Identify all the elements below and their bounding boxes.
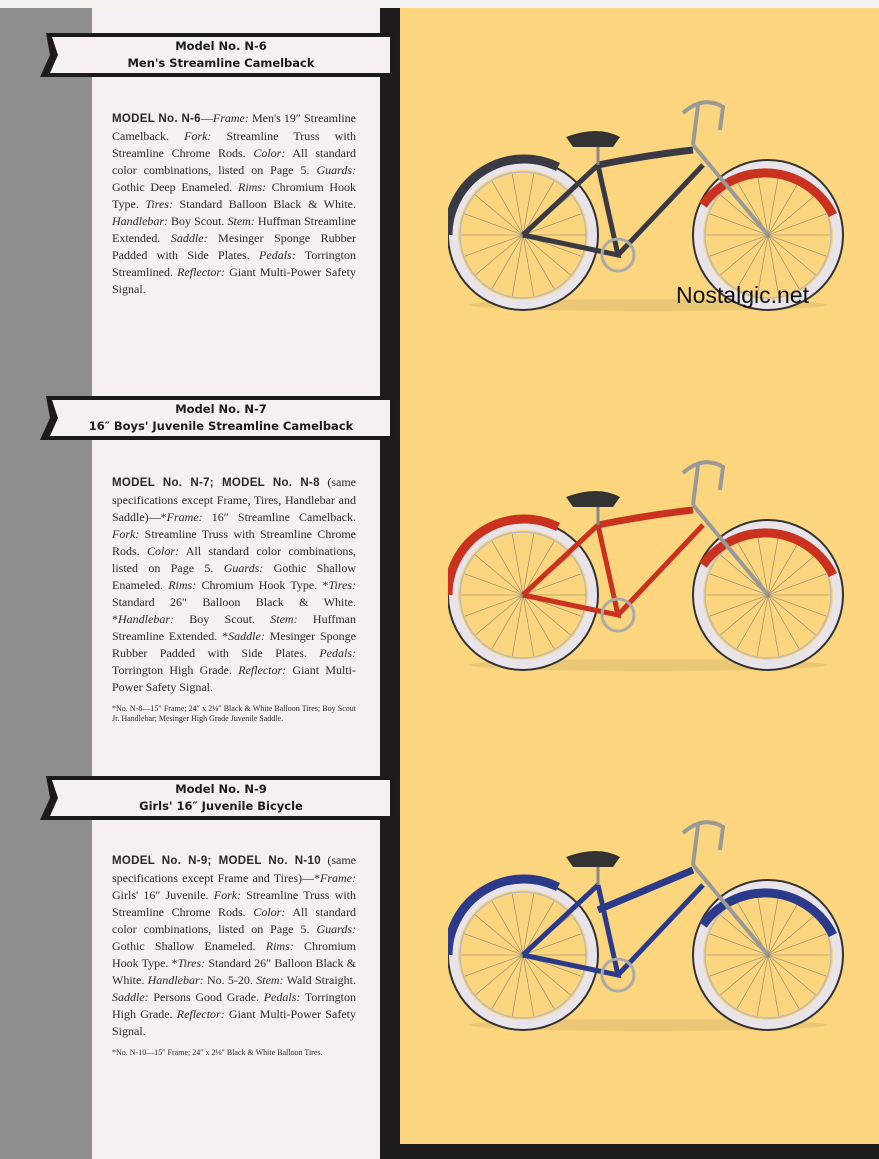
- spec-label: Handlebar:: [112, 214, 168, 228]
- section-banner: [36, 30, 396, 80]
- spec-paragraph: [112, 852, 356, 1040]
- spec-paragraph: [112, 110, 356, 298]
- spec-text: Giant Multi-Power Safety Signal.: [112, 1007, 356, 1038]
- spec-text: Huffman Streamline Extended.: [112, 214, 356, 245]
- spec-label: Frame:: [320, 871, 356, 885]
- model-number: Model No. N-7: [175, 402, 267, 416]
- section-banner: [36, 773, 396, 823]
- spec-text: All standard color combinations, listed on Page 5.: [112, 544, 356, 575]
- spec-text: Girls' 16″ Juvenile.: [112, 888, 214, 902]
- spec-label: Handlebar:: [118, 612, 174, 626]
- spec-label: Tires:: [328, 578, 356, 592]
- spec-label: Color:: [147, 544, 180, 558]
- spec-block: [112, 474, 356, 724]
- spec-label: Handlebar:: [147, 973, 204, 987]
- spec-text: Standard 26″ Balloon Black & White. *: [112, 595, 356, 626]
- spec-text: Streamline Truss with Streamline Chrome Rods.: [112, 527, 356, 558]
- spec-label: Fork:: [184, 129, 212, 143]
- saddle: [566, 491, 620, 507]
- spec-text: Torrington High Grade.: [112, 663, 239, 677]
- spec-text: 16″ Streamline Camelback.: [202, 510, 356, 524]
- spec-text: Boy Scout.: [174, 612, 271, 626]
- spec-label: Color:: [253, 905, 286, 919]
- model-name: Girls' 16″ Juvenile Bicycle: [139, 799, 303, 813]
- spec-text: Mesinger Sponge Rubber Padded with Side Plates.: [112, 231, 356, 262]
- spec-text: (same specifications except Frame and Tires)—*: [112, 853, 356, 885]
- spec-text: Boy Scout.: [168, 214, 228, 228]
- spec-paragraph: [112, 474, 356, 696]
- spec-label: Stem:: [270, 612, 298, 626]
- spec-text: All standard color combinations, listed on Page 5.: [112, 905, 356, 936]
- spec-text: Persons Good Grade.: [148, 990, 264, 1004]
- model-name: Men's Streamline Camelback: [127, 56, 315, 70]
- spec-label: Stem:: [256, 973, 284, 987]
- handlebar: [683, 822, 723, 865]
- spec-label: Reflector:: [176, 1007, 225, 1021]
- spec-label: Fork:: [213, 888, 242, 902]
- spec-label: Rims:: [237, 180, 266, 194]
- spec-label: Saddle:: [112, 990, 149, 1004]
- saddle: [566, 131, 620, 147]
- top-tube: [598, 510, 693, 525]
- spec-text: Gothic Deep Enameled.: [112, 180, 238, 194]
- model-heading: MODEL No. N-7; MODEL No. N-8: [112, 477, 320, 489]
- model-number: Model No. N-6: [175, 39, 267, 53]
- spec-label: Fork:: [112, 527, 140, 541]
- handlebar: [683, 462, 723, 505]
- spec-label: Stem:: [227, 214, 255, 228]
- spec-label: Tires:: [177, 956, 206, 970]
- spec-text: Giant Multi-Power Safety Signal.: [112, 663, 357, 694]
- saddle: [566, 851, 620, 867]
- spec-label: Frame:: [166, 510, 203, 524]
- model-number: Model No. N-9: [175, 782, 267, 796]
- spec-label: Pedals:: [319, 646, 356, 660]
- spec-text: Mesinger Sponge Rubber Padded with Side Plates.: [112, 629, 356, 660]
- spec-text: Streamline Truss with Streamline Chrome Rods.: [112, 888, 356, 919]
- spec-text: Gothic Shallow Enameled.: [112, 561, 356, 592]
- spec-label: Reflector:: [177, 265, 226, 279]
- bicycle-illustration: [448, 815, 848, 1050]
- spec-text: Huffman Streamline Extended. *: [112, 612, 356, 643]
- top-tube: [598, 870, 693, 910]
- bicycle-illustration: [448, 455, 848, 690]
- spec-label: Color:: [253, 146, 286, 160]
- spec-text: (same specifications except Frame, Tires, Handlebar and Saddle)—*: [112, 475, 356, 524]
- spec-label: Saddle:: [228, 629, 265, 643]
- model-heading: MODEL No. N-9; MODEL No. N-10: [112, 855, 321, 867]
- spec-text: Streamline Truss with Streamline Chrome Rods.: [112, 129, 356, 160]
- footnote: *No. N-10—15″ Frame; 24″ x 2⅛″ Black & White Balloon Tires.: [112, 1048, 323, 1057]
- top-tube: [598, 150, 693, 165]
- spec-label: Frame:: [212, 111, 249, 125]
- spec-label: Rims:: [265, 939, 294, 953]
- spec-text: Chromium Hook Type.: [112, 180, 356, 211]
- spec-block: [112, 110, 356, 298]
- spec-text: Torrington High Grade.: [112, 990, 356, 1021]
- watermark: Nostalgic.net: [676, 282, 809, 308]
- spec-label: Saddle:: [170, 231, 208, 245]
- spec-label: Rims:: [168, 578, 197, 592]
- spec-label: Guards:: [223, 561, 264, 575]
- spec-text: —: [200, 111, 213, 125]
- spec-text: Standard Balloon Black & White.: [172, 197, 356, 211]
- spec-label: Tires:: [145, 197, 173, 211]
- footnote: *No. N-8—15″ Frame; 24″ x 2⅛″ Black & White Balloon Tires; Boy Scout Jr. Handlebar; Mesinger High Grade Juvenile Saddle.: [112, 704, 356, 723]
- spec-text: Torrington Streamlined.: [112, 248, 356, 279]
- divider-strip: [380, 8, 402, 1159]
- spec-text: Standard 26″ Balloon Black & White.: [112, 956, 356, 987]
- handlebar: [683, 102, 723, 145]
- spec-text: Gothic Shallow Enameled.: [112, 939, 266, 953]
- spec-text: Men's 19″ Streamline Camelback.: [112, 111, 356, 143]
- spec-block: [112, 852, 356, 1058]
- spec-label: Pedals:: [263, 990, 301, 1004]
- spec-text: Chromium Hook Type. *: [196, 578, 329, 592]
- spec-text: Wald Straight.: [283, 973, 356, 987]
- bottom-border: [400, 1144, 879, 1159]
- spec-text: Giant Multi-Power Safety Signal.: [112, 265, 356, 296]
- model-name: 16″ Boys' Juvenile Streamline Camelback: [88, 419, 354, 433]
- spec-text: All standard color combinations, listed on Page 5.: [112, 146, 356, 177]
- spec-label: Guards:: [316, 922, 356, 936]
- spec-text: Chromium Hook Type. *: [112, 939, 356, 970]
- section-banner: [36, 393, 396, 443]
- spec-label: Reflector:: [238, 663, 287, 677]
- spec-label: Pedals:: [259, 248, 296, 262]
- model-heading: MODEL No. N-6: [112, 113, 201, 125]
- gray-margin: [0, 8, 92, 1159]
- spec-text: No. 5-20.: [203, 973, 257, 987]
- spec-label: Guards:: [316, 163, 356, 177]
